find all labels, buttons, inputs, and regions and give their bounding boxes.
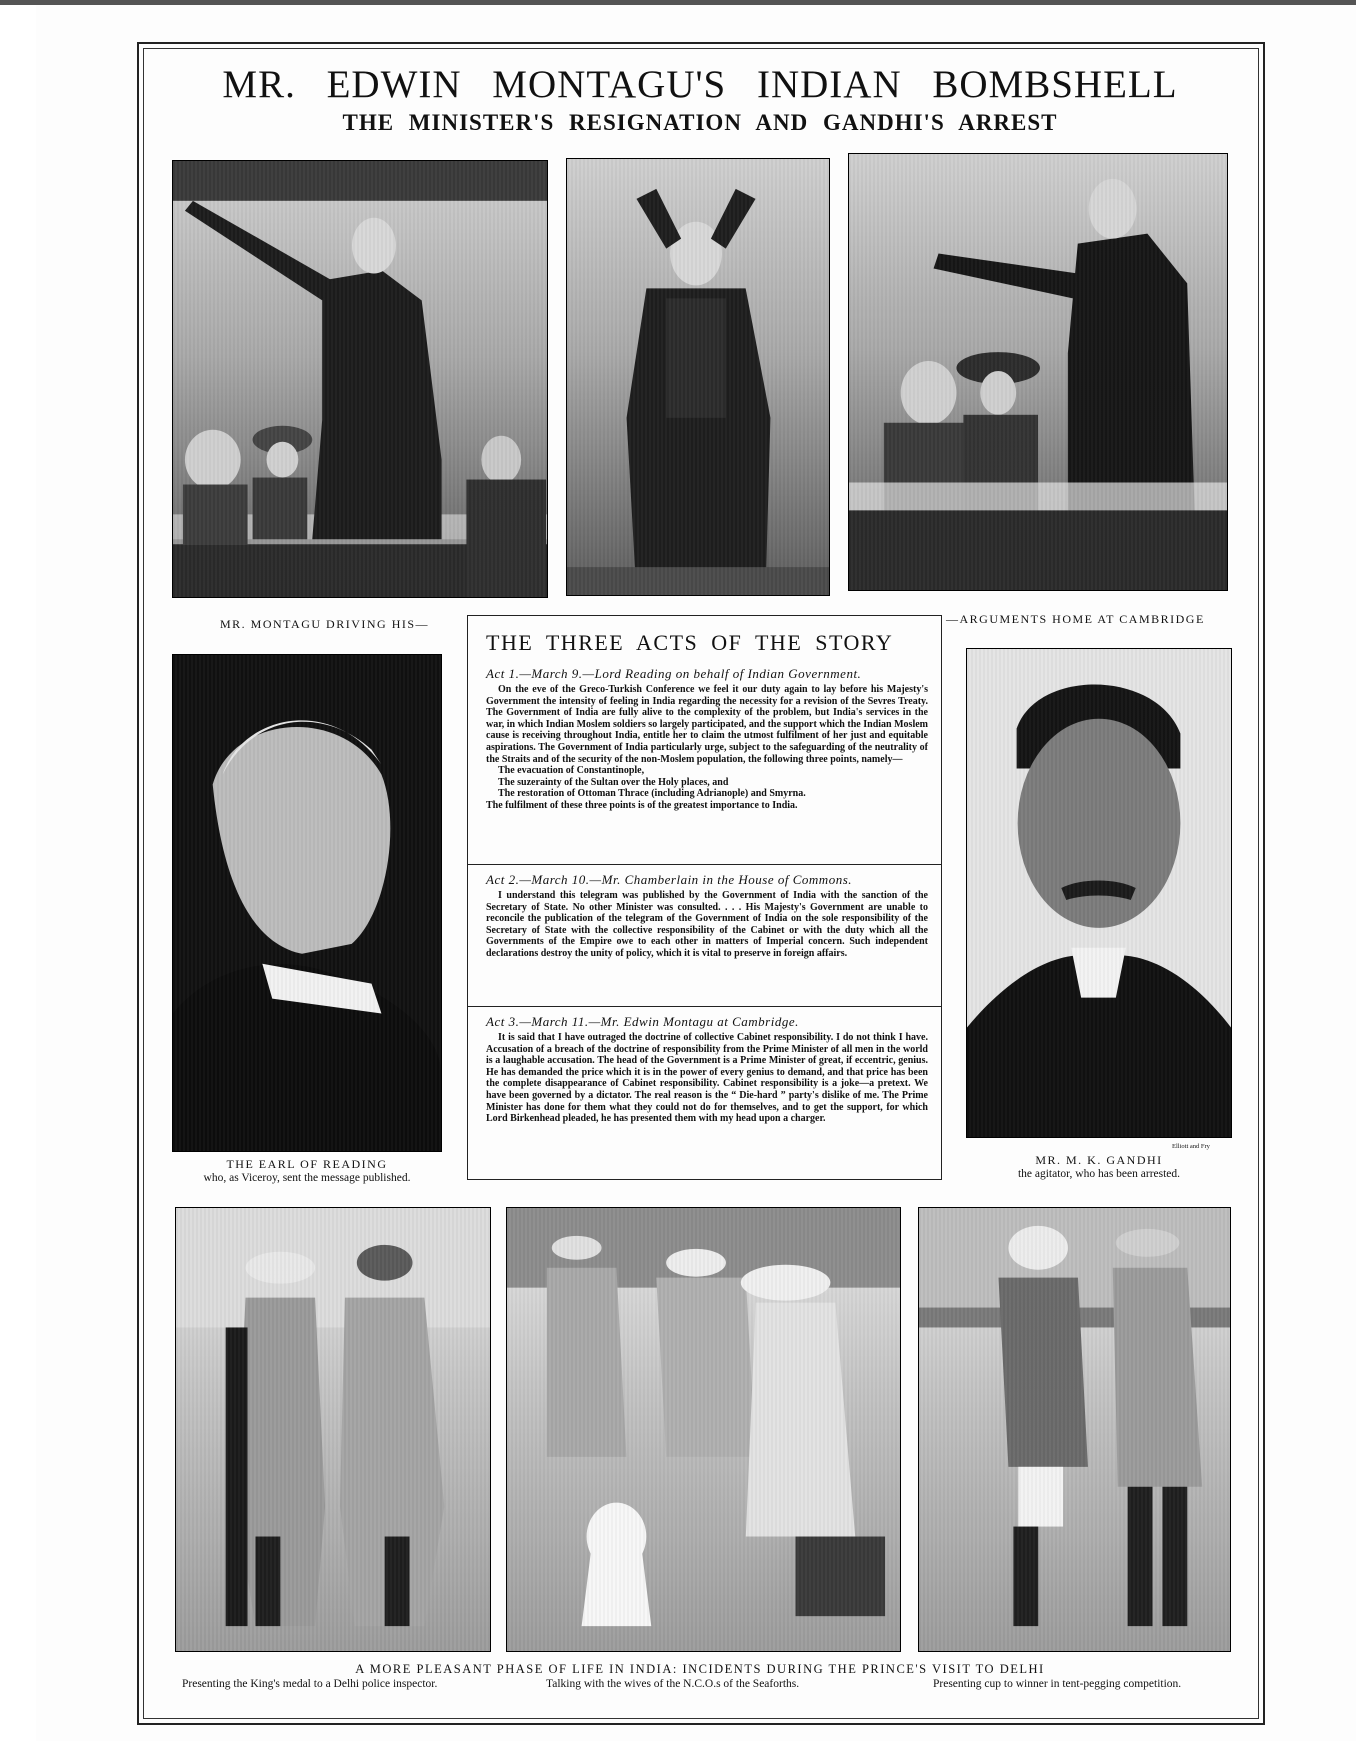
photo-seaforths-wives xyxy=(506,1207,901,1652)
photo-tent-pegging-cup xyxy=(918,1207,1231,1652)
photo-montagu-pointing xyxy=(172,160,548,598)
caption-top-right: —ARGUMENTS HOME AT CAMBRIDGE xyxy=(946,612,1205,626)
act-2-body xyxy=(486,890,928,960)
caption-bottom-right: Presenting cup to winner in tent-pegging competition. xyxy=(933,1678,1182,1690)
act-1-point-3: The restoration of Ottoman Thrace (including Adrianople) and Smyrna. xyxy=(498,788,806,800)
page-subheadline: THE MINISTER'S RESIGNATION AND GANDHI'S ARREST xyxy=(342,110,1058,135)
act-1-point-2: The suzerainty of the Sultan over the Holy places, and xyxy=(498,776,729,788)
story-title: THE THREE ACTS OF THE STORY xyxy=(486,630,894,655)
act-divider-1 xyxy=(468,864,941,865)
photo-earl-of-reading xyxy=(172,654,442,1152)
photo-montagu-hands-raised xyxy=(566,158,830,596)
caption-reading-subtitle: who, as Viceroy, sent the message published. xyxy=(203,1172,411,1184)
act-2-heading: Act 2.—March 10.—Mr. Chamberlain in the House of Commons. xyxy=(486,872,853,887)
act-1-point-1: The evacuation of Constantinople, xyxy=(498,765,645,777)
caption-gandhi-subtitle: the agitator, who has been arrested. xyxy=(1017,1168,1181,1180)
act-1-closing: The fulfilment of these three points is of the greatest importance to India. xyxy=(486,799,798,811)
caption-bottom-center: Talking with the wives of the N.C.O.s of the Seaforths. xyxy=(546,1678,800,1690)
photo-m-k-gandhi xyxy=(966,648,1232,1138)
bottom-headline: A MORE PLEASANT PHASE OF LIFE IN INDIA: INCIDENTS DURING THE PRINCE'S VISIT TO DELHI xyxy=(355,1662,1045,1676)
act-1-body xyxy=(486,684,928,812)
act-1-text: On the eve of the Greco-Turkish Conference we feel it our duty again to lay before his Majesty's Government the intensity of feeling in India regarding the necessity for a revision of the Sevres Treaty. The Government of India are fully alive to the complexity of the problem, but India's services in the war, in which Indian Moslem soldiers so largely participated, and the support which the Indian Moslem cause is receiving throughout India, entitle her to claim the utmost fulfilment of her just and equitable aspirations. The Government of India particularly urge, subject to the safeguarding of the neutrality of the Straits and of the security of the non-Moslem population, the following three points, namely— xyxy=(486,684,928,765)
act-1-heading: Act 1.—March 9.—Lord Reading on behalf of Indian Government. xyxy=(486,666,862,681)
photo-medal-presentation xyxy=(175,1207,491,1652)
page-headline: MR. EDWIN MONTAGU'S INDIAN BOMBSHELL xyxy=(222,63,1178,106)
caption-bottom-left: Presenting the King's medal to a Delhi police inspector. xyxy=(182,1678,438,1690)
act-3-body xyxy=(486,1032,928,1125)
photo-montagu-arms-extended xyxy=(848,153,1228,591)
caption-reading-title: THE EARL OF READING xyxy=(226,1157,388,1171)
story-box xyxy=(467,615,942,1180)
act-2-text: I understand this telegram was published by the Government of India with the sanction of the Secretary of State. No other Minister was consulted. . . . His Majesty's Government are unable to reconcile the publication of the telegram of the Government of India on the sole responsibility of the Secretary of State with the collective responsibility of the Cabinet or with the duty which all the Governments of the Empire owe to each other in matters of Imperial concern. Such independent declarations destroy the unity of policy, which it is vital to preserve in foreign affairs. xyxy=(486,890,928,959)
act-divider-2 xyxy=(468,1006,941,1007)
act-3-text: It is said that I have outraged the doctrine of collective Cabinet responsibility. I do not think I have. Accusation of a breach of the doctrine of responsibility from the Prime Minister of all men in the world is a laughable accusation. The head of the Government is a Prime Minister of great, if eccentric, genius. He has demanded the price which it is in the power of every genius to demand, and that price has been the complete disappearance of Cabinet responsibility. Cabinet responsibility is a joke—a pretext. We have been governed by a dictator. The real reason is the “ Die-hard ” party's dislike of me. The Prime Minister has done for them what they could not do for themselves, and to get the support, for which Lord Birkenhead pleaded, he has presented them with my head upon a charger. xyxy=(486,1032,928,1125)
photo-credit: Elliott and Fry xyxy=(1172,1143,1210,1150)
act-3-heading: Act 3.—March 11.—Mr. Edwin Montagu at Cambridge. xyxy=(486,1014,799,1029)
caption-top-left: MR. MONTAGU DRIVING HIS— xyxy=(220,617,430,631)
caption-gandhi-title: MR. M. K. GANDHI xyxy=(1035,1153,1163,1167)
